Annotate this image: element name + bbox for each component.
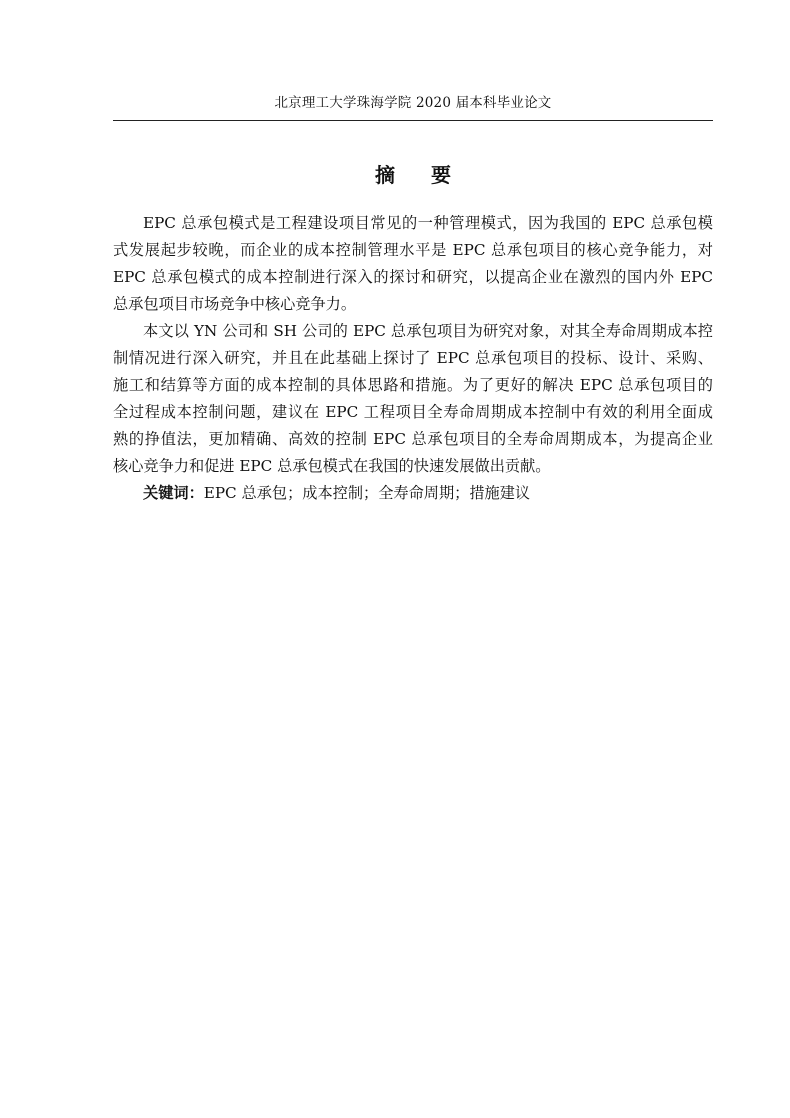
keywords-value: EPC 总承包；成本控制；全寿命周期；措施建议 bbox=[203, 484, 531, 502]
paragraph-2-line: 全过程成本控制问题，建议在 EPC 工程项目全寿命周期成本控制中有效的利用全面成 bbox=[113, 403, 713, 421]
paragraph-2-line: 核心竞争力和促进 EPC 总承包模式在我国的快速发展做出贡献。 bbox=[113, 457, 551, 475]
paragraph-2-line: 施工和结算等方面的成本控制的具体思路和措施。为了更好的解决 EPC 总承包项目的 bbox=[113, 376, 713, 394]
abstract-title-char-1: 摘 bbox=[375, 163, 395, 187]
paragraph-2-line: 熟的挣值法，更加精确、高效的控制 EPC 总承包项目的全寿命周期成本，为提高企业 bbox=[113, 430, 713, 448]
paragraph-1-line: EPC 总承包模式的成本控制进行深入的探讨和研究，以提高企业在激烈的国内外 EPC bbox=[113, 268, 713, 286]
paragraph-1-line: 总承包项目市场竞争中核心竞争力。 bbox=[113, 295, 356, 313]
abstract-title-char-2: 要 bbox=[431, 163, 451, 187]
abstract-body bbox=[113, 210, 713, 507]
paragraph-2-line: 本文以 YN 公司和 SH 公司的 EPC 总承包项目为研究对象，对其全寿命周期成本控 bbox=[143, 322, 713, 340]
keywords-line bbox=[113, 480, 713, 507]
header-rule bbox=[113, 120, 713, 121]
keywords-label: 关键词： bbox=[143, 484, 204, 502]
abstract-title bbox=[113, 161, 713, 189]
paragraph-2-line: 制情况进行深入研究，并且在此基础上探讨了 EPC 总承包项目的投标、设计、采购、 bbox=[113, 349, 713, 367]
running-header: 北京理工大学珠海学院 2020 届本科毕业论文 bbox=[274, 95, 552, 111]
paragraph-1-line: 式发展起步较晚，而企业的成本控制管理水平是 EPC 总承包项目的核心竞争能力，对 bbox=[113, 241, 713, 259]
paragraph-1-line: EPC 总承包模式是工程建设项目常见的一种管理模式，因为我国的 EPC 总承包模 bbox=[143, 214, 713, 232]
